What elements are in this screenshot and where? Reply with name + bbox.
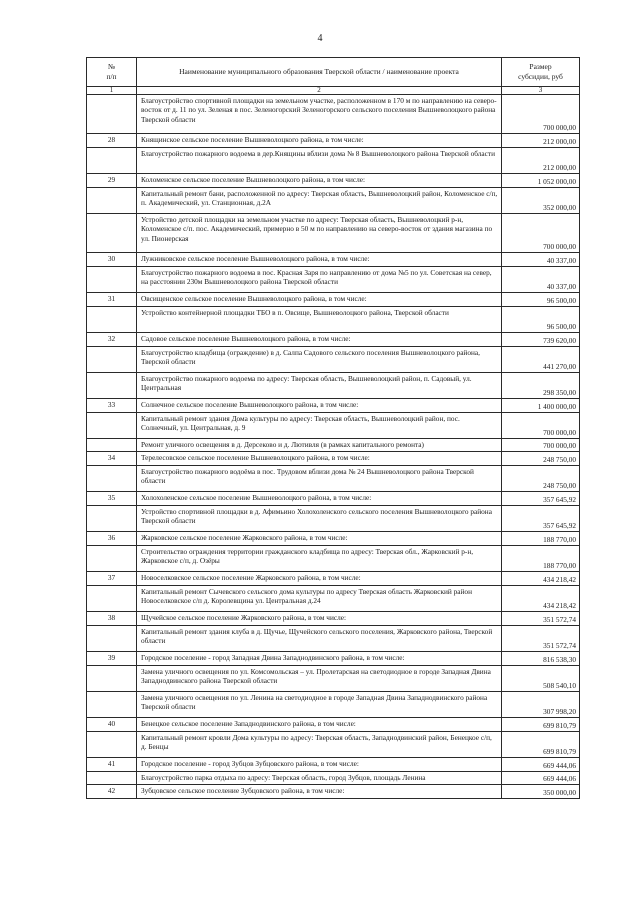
row-number [87,188,137,214]
row-number [87,267,137,293]
row-amount: 441 270,00 [502,347,580,373]
row-name: Капитальный ремонт бани, расположенной по адресу: Тверская область, Вышневолоцкий район, Коломенское с/п, п. Академический, ул. Станционная, д.2А [137,188,502,214]
table-row-municipality [87,785,580,799]
row-number: 39 [87,652,137,666]
row-name: Капитальный ремонт кровли Дома культуры по адресу: Тверская область, Западнодвинский район, Бенецкое с/п, д. Бенцы [137,732,502,758]
row-amount: 700 000,00 [502,214,580,253]
column-header-name: Наименование муниципального образования Тверской области / наименование проекта [137,58,502,87]
row-amount: 40 337,00 [502,253,580,267]
row-name: Зубцовское сельское поселение Зубцовского района, в том числе: [137,785,502,799]
row-amount: 700 000,00 [502,95,580,134]
table-row-municipality [87,399,580,413]
row-amount: 212 000,00 [502,134,580,148]
table-row-municipality [87,492,580,506]
row-amount: 700 000,00 [502,439,580,452]
column-index-2: 2 [137,87,502,95]
row-amount: 96 500,00 [502,293,580,307]
row-number [87,466,137,492]
row-name: Строительство ограждения территории гражданского кладбища по адресу: Тверская обл., Жарковский р-н, Жарковское с/п, д. Озёры [137,546,502,572]
row-number: 30 [87,253,137,267]
row-number: 32 [87,333,137,347]
subsidy-table [86,57,580,799]
table-row-project [87,439,580,452]
row-amount: 669 444,06 [502,772,580,785]
table-row-municipality [87,134,580,148]
row-name: Овсищенское сельское поселение Вышневолоцкого района, в том числе: [137,293,502,307]
table-row-municipality [87,652,580,666]
table-row-municipality [87,174,580,188]
row-number: 35 [87,492,137,506]
table-row-municipality [87,572,580,586]
row-number [87,586,137,612]
row-name: Благоустройство пожарного водоема по адресу: Тверская область, Вышневолоцкий район, п. Садовый, ул. Центральная [137,373,502,399]
table-row-municipality [87,452,580,466]
row-number: 33 [87,399,137,413]
row-amount: 669 444,06 [502,758,580,772]
row-amount: 188 770,00 [502,532,580,546]
table-row-municipality [87,758,580,772]
row-number [87,692,137,718]
row-amount: 298 350,00 [502,373,580,399]
row-amount: 96 500,00 [502,307,580,333]
row-number: 41 [87,758,137,772]
row-name: Благоустройство пожарного водоема в дер.Княщины вблизи дома № 8 Вышневолоцкого района Тверской области [137,148,502,174]
row-number: 29 [87,174,137,188]
row-name: Городское поселение - город Зубцов Зубцовского района, в том числе: [137,758,502,772]
table-row-project [87,373,580,399]
row-name: Холохоленское сельское поселение Вышневолоцкого района, в том числе: [137,492,502,506]
row-number [87,373,137,399]
row-number: 38 [87,612,137,626]
table-row-project [87,148,580,174]
row-number [87,214,137,253]
table-header [87,58,580,95]
row-number: 34 [87,452,137,466]
row-amount: 212 000,00 [502,148,580,174]
row-number [87,772,137,785]
row-name: Капитальный ремонт Сычевского сельского дома культуры по адресу Тверская область Жарковский район Новоселковское с/п д. Королевщина ул. Центральная д.24 [137,586,502,612]
row-number [87,626,137,652]
row-name: Жарковское сельское поселение Жарковского района, в том числе: [137,532,502,546]
row-amount: 739 620,00 [502,333,580,347]
row-amount: 350 000,00 [502,785,580,799]
row-number: 28 [87,134,137,148]
row-amount: 699 810,79 [502,718,580,732]
row-amount: 40 337,00 [502,267,580,293]
row-number [87,95,137,134]
row-name: Замена уличного освещения по ул. Комсомольская – ул. Пролетарская на светодиодное в городе Западная Двина Западнодвинского района Тверской области [137,666,502,692]
row-name: Бенецкое сельское поселение Западнодвинского района, в том числе: [137,718,502,732]
row-name: Устройство детской площадки на земельном участке по адресу: Тверская область, Вышневолоцкий р-н, Коломенское с/п. пос. Академический, примерно в 50 м по направлению на северо-восток от здания магазина по ул. Пионерская [137,214,502,253]
column-index-1: 1 [87,87,137,95]
table-row-project [87,95,580,134]
table-row-municipality [87,718,580,732]
column-header-amount: Размер субсидии, руб [502,58,580,87]
row-amount: 1 400 000,00 [502,399,580,413]
table-row-project [87,413,580,439]
row-name: Садовое сельское поселение Вышневолоцкого района, в том числе: [137,333,502,347]
row-name: Ремонт уличного освещения в д. Дерсеково и д. Лютивля (в рамках капитального ремонта) [137,439,502,452]
row-name: Замена уличного освещения по ул. Ленина на светодиодное в городе Западная Двина Западнодвинского района Тверской области [137,692,502,718]
row-amount: 248 750,00 [502,466,580,492]
row-amount: 700 000,00 [502,413,580,439]
row-number [87,347,137,373]
row-number [87,307,137,333]
row-name: Лужниковское сельское поселение Вышневолоцкого района, в том числе: [137,253,502,267]
row-amount: 351 572,74 [502,612,580,626]
row-amount: 357 645,92 [502,506,580,532]
table-row-project [87,466,580,492]
row-number: 36 [87,532,137,546]
row-amount: 434 218,42 [502,586,580,612]
table-row-municipality [87,333,580,347]
row-amount: 248 750,00 [502,452,580,466]
row-amount: 357 645,92 [502,492,580,506]
row-number [87,413,137,439]
row-name: Капитальный ремонт здания Дома культуры по адресу: Тверская область, Вышневолоцкий район, пос. Солнечный, ул. Центральная, д. 9 [137,413,502,439]
column-header-number: № п/п [87,58,137,87]
row-name: Благоустройство парка отдыха по адресу: Тверская область, город Зубцов, площадь Ленина [137,772,502,785]
table-row-municipality [87,532,580,546]
row-name: Новоселковское сельское поселение Жарковского района, в том числе: [137,572,502,586]
table-row-project [87,347,580,373]
row-name: Благоустройство пожарного водоёма в пос. Трудовом вблизи дома № 24 Вышневолоцкого района Тверской области [137,466,502,492]
table-row-municipality [87,253,580,267]
row-amount: 352 000,00 [502,188,580,214]
row-name: Терелесовское сельское поселение Вышневолоцкого района, в том числе: [137,452,502,466]
table-row-project [87,666,580,692]
row-number: 31 [87,293,137,307]
row-amount: 1 052 000,00 [502,174,580,188]
row-amount: 699 810,79 [502,732,580,758]
row-name: Благоустройство кладбища (ограждение) в д. Салпа Садового сельского поселения Вышневолоцкого района, Тверской области [137,347,502,373]
row-name: Щучейское сельское поселение Жарковского района, в том числе: [137,612,502,626]
row-name: Солнечное сельское поселение Вышневолоцкого района, в том числе: [137,399,502,413]
row-amount: 188 770,00 [502,546,580,572]
row-number: 37 [87,572,137,586]
table-row-project [87,772,580,785]
table-row-project [87,546,580,572]
row-name: Устройство контейнерной площадки ТБО в п. Овсище, Вышневолоцкого района, Тверской области [137,307,502,333]
row-name: Городское поселение - город Западная Двина Западнодвинского района, в том числе: [137,652,502,666]
table-row-project [87,267,580,293]
table-row-municipality [87,612,580,626]
table-row-project [87,188,580,214]
table-row-project [87,626,580,652]
column-index-3: 3 [502,87,580,95]
table-row-project [87,586,580,612]
row-amount: 351 572,74 [502,626,580,652]
row-number [87,546,137,572]
row-name: Коломенское сельское поселение Вышневолоцкого района, в том числе: [137,174,502,188]
table-row-project [87,307,580,333]
table-body [87,95,580,799]
row-number [87,439,137,452]
row-amount: 508 540,10 [502,666,580,692]
table-row-project [87,692,580,718]
row-name: Устройство спортивной площадки в д. Афимьино Холохоленского сельского поселения Вышневолоцкого района Тверской области [137,506,502,532]
row-number [87,666,137,692]
page-number: 4 [317,33,323,44]
table-row-municipality [87,293,580,307]
row-name: Благоустройство спортивной площадки на земельном участке, расположенном в 170 м по направлению на северо-восток от д. 11 по ул. Зеленая в пос. Зеленогорский Зеленогорского сельского поселения Вышневолоцкого района Тверской области [137,95,502,134]
table-row-project [87,732,580,758]
row-number [87,506,137,532]
row-amount: 816 538,30 [502,652,580,666]
row-number [87,732,137,758]
row-amount: 434 218,42 [502,572,580,586]
row-number: 40 [87,718,137,732]
row-name: Благоустройство пожарного водоема в пос. Красная Заря по направлению от дома №5 по ул. Советская на север, на расстоянии 230м Вышневолоцкого района Тверской области [137,267,502,293]
table-row-project [87,214,580,253]
row-name: Капитальный ремонт здания клуба в д. Щучье, Щучейского сельского поселения, Жарковского района, Тверской области [137,626,502,652]
row-amount: 307 998,20 [502,692,580,718]
row-number [87,148,137,174]
row-name: Княщинское сельское поселение Вышневолоцкого района, в том числе: [137,134,502,148]
row-number: 42 [87,785,137,799]
table-row-project [87,506,580,532]
